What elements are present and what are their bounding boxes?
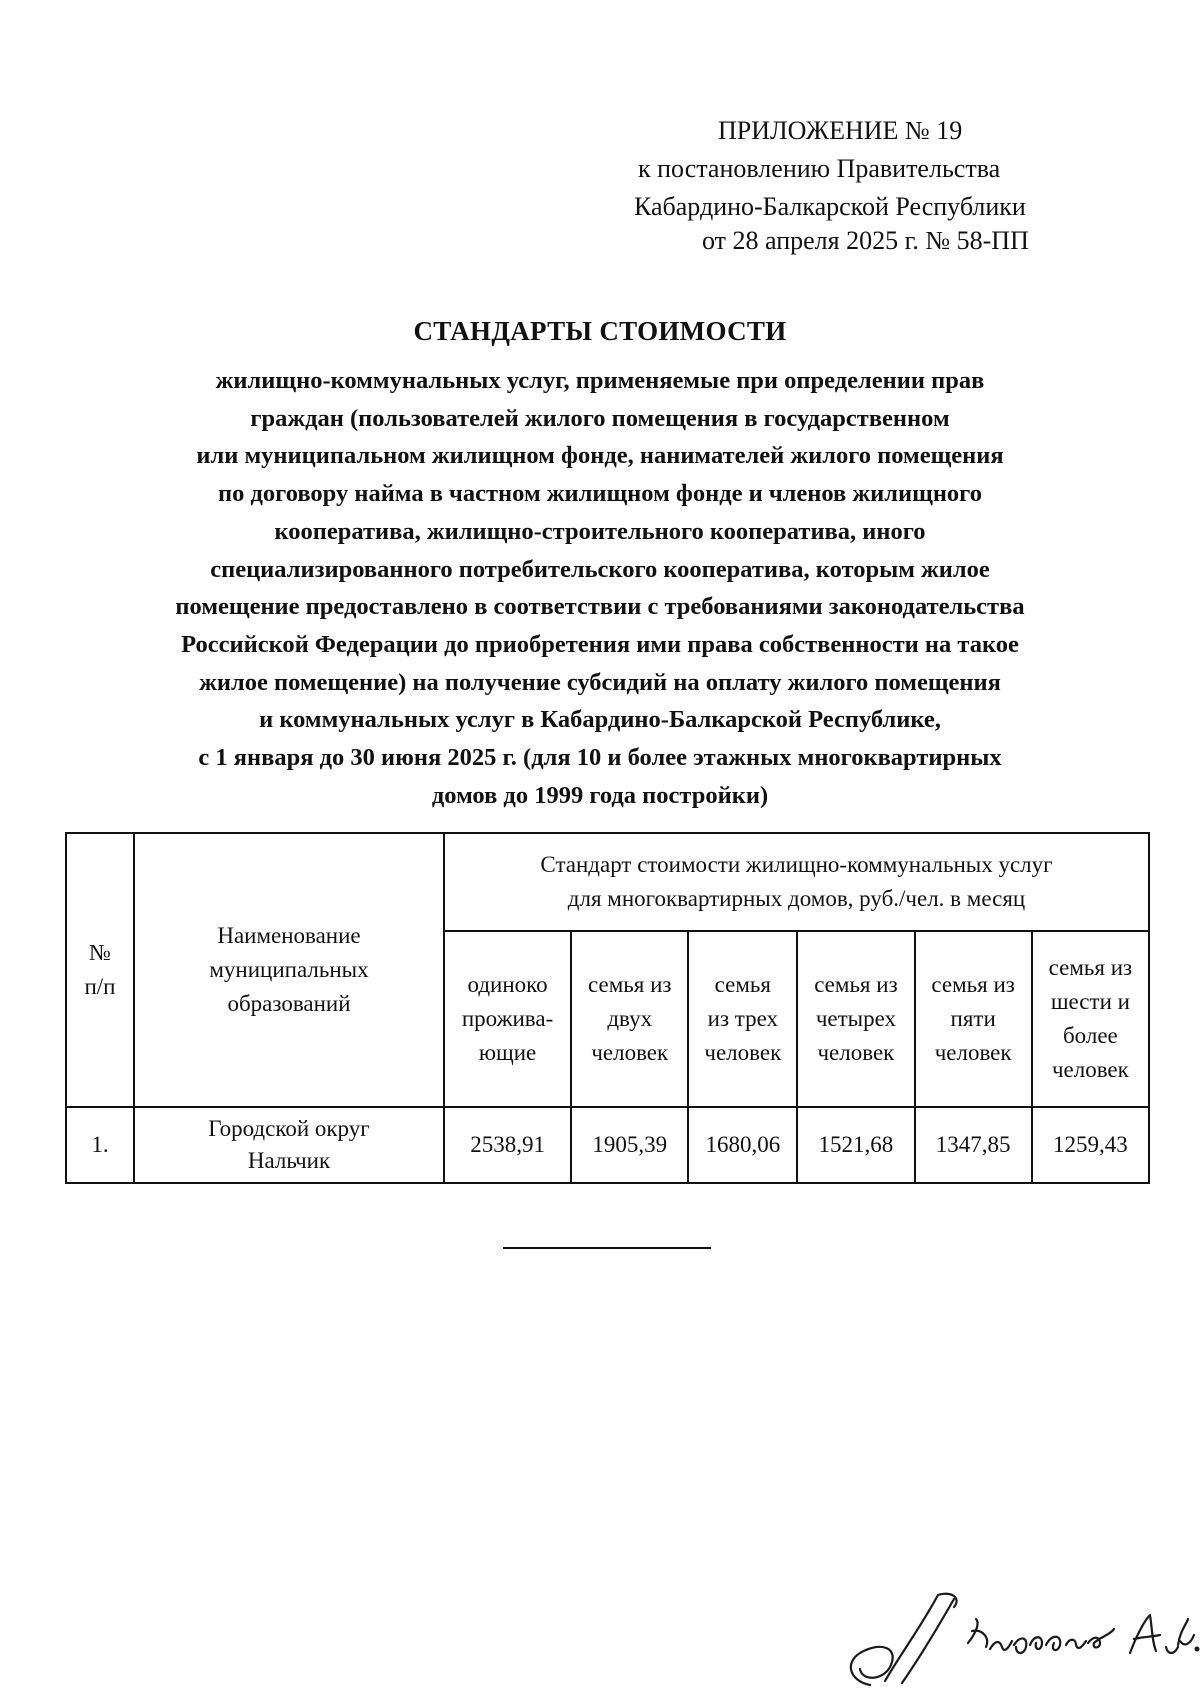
- header-family-two: семья из двух человек: [571, 931, 688, 1107]
- handwritten-signature: [830, 1585, 1200, 1697]
- header-family-four: семья из четырех человек: [797, 931, 914, 1107]
- header-cost-standard: Стандарт стоимости жилищно-коммунальных услуг для многоквартирных домов, руб./чел. в месяц: [444, 833, 1149, 931]
- appendix-title: ПРИЛОЖЕНИЕ № 19: [718, 116, 963, 145]
- appendix-block: [600, 112, 1100, 256]
- document-subtitle: жилищно-коммунальных услуг, применяемые при определении прав граждан (пользователей жилого помещения в государственном или муниципальном жилищном фонде, нанимателей жилого помещения по договору найма в частном жилищном фонде и членов жилищного кооператива, жилищно-строительного кооператива, иного специализированного потребительского кооператива, которым жилое помещение предоставлено в соответствии с требованиями законодательства Российской Федерации до приобретения ими права собственности на такое жилое помещение) на получение субсидий на оплату жилого помещения и коммунальных услуг в Кабардино-Балкарской Республике, с 1 января до 30 июня 2025 г. (для 10 и более этажных многоквартирных домов до 1999 года постройки): [175, 367, 1025, 809]
- value-family-three: 1680,06: [688, 1107, 797, 1183]
- end-divider: [503, 1247, 711, 1249]
- row-municipality: Городской округ Нальчик: [134, 1107, 444, 1183]
- value-family-six-plus: 1259,43: [1032, 1107, 1149, 1183]
- table-row: [66, 1107, 1149, 1183]
- value-family-four: 1521,68: [797, 1107, 914, 1183]
- table-header-row: [66, 833, 1149, 931]
- value-family-five: 1347,85: [915, 1107, 1032, 1183]
- header-family-six-plus: семья из шести и более человек: [1032, 931, 1149, 1107]
- document-title: СТАНДАРТЫ СТОИМОСТИ: [413, 316, 787, 346]
- appendix-date-line: от 28 апреля 2025 г. № 58-ПП: [702, 226, 1029, 255]
- header-municipality: Наименование муниципальных образований: [134, 833, 444, 1107]
- standards-table: [65, 832, 1150, 1184]
- header-single: одиноко прожива- ющие: [444, 931, 571, 1107]
- appendix-resolution-line: к постановлению Правительства: [638, 154, 1001, 183]
- header-family-three: семья из трех человек: [688, 931, 797, 1107]
- header-number: № п/п: [66, 833, 134, 1107]
- header-family-five: семья из пяти человек: [915, 931, 1032, 1107]
- appendix-republic-line: Кабардино-Балкарской Республики: [634, 192, 1026, 221]
- row-number: 1.: [66, 1107, 134, 1183]
- value-single: 2538,91: [444, 1107, 571, 1183]
- value-family-two: 1905,39: [571, 1107, 688, 1183]
